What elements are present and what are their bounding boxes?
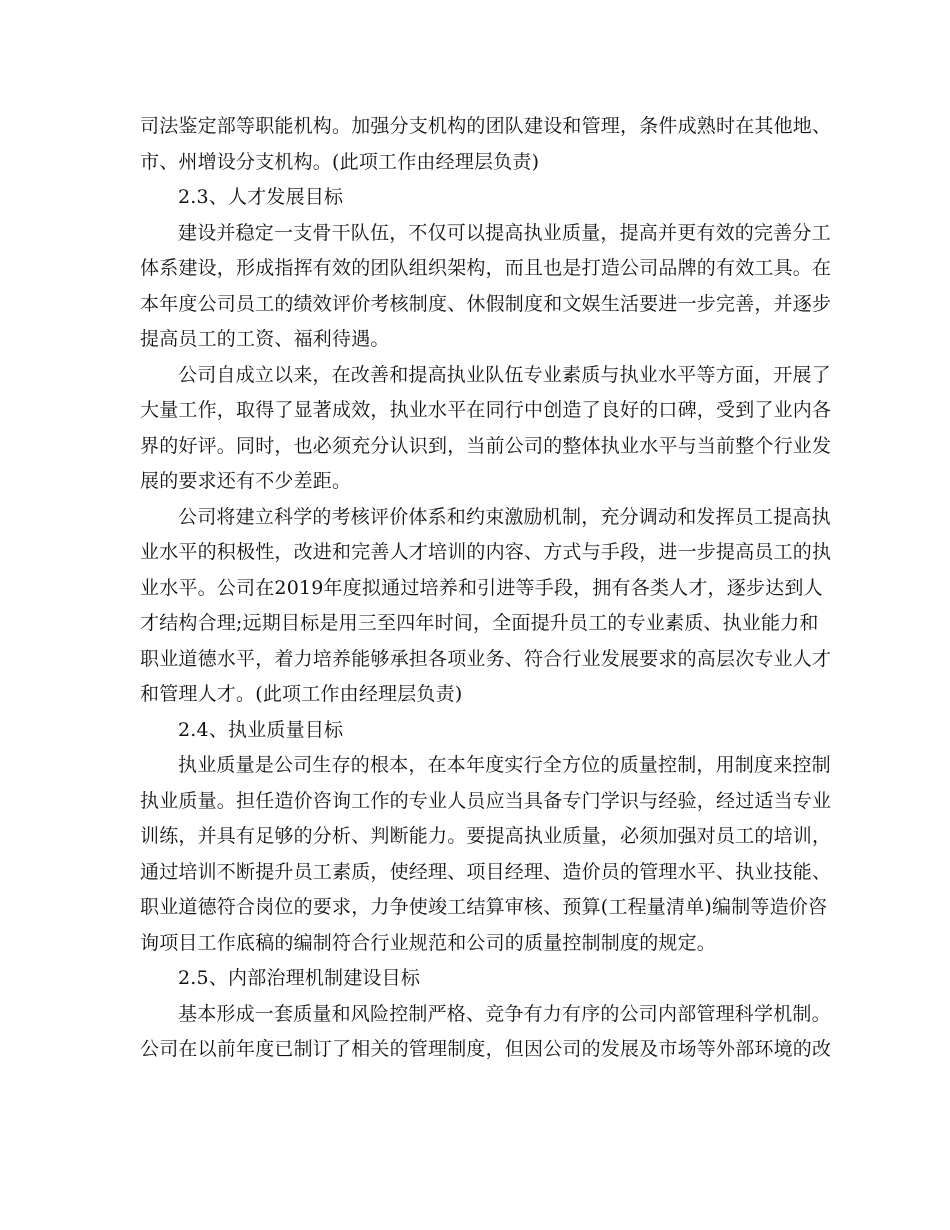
paragraph-line: 才结构合理;远期目标是用三至四年时间，全面提升员工的专业素质、执业能力和 bbox=[140, 612, 819, 634]
paragraph-line: 公司将建立科学的考核评价体系和约束激励机制，充分调动和发挥员工提高执 bbox=[178, 505, 831, 528]
paragraph-line: 大量工作，取得了显著成效，执业水平在同行中创造了良好的口碑，受到了业内各 bbox=[140, 399, 832, 421]
section-heading: 2.3、人才发展目标 bbox=[178, 186, 344, 208]
paragraph-line: 界的好评。同时，也必须充分认识到，当前公司的整体执业水平与当前整个行业发 bbox=[140, 434, 832, 457]
paragraph-line: 基本形成一套质量和风险控制严格、竞争有力有序的公司内部管理科学机制。 bbox=[178, 1002, 831, 1025]
paragraph-line: 职业道德水平，着力培养能够承担各项业务、符合行业发展要求的高层次专业人才 bbox=[140, 647, 832, 670]
paragraph-line: 提高员工的工资、福利待遇。 bbox=[140, 328, 390, 350]
paragraph-line: 和管理人才。(此项工作由经理层负责) bbox=[140, 683, 463, 705]
paragraph-line: 公司自成立以来，在改善和提高执业队伍专业素质与执业水平等方面，开展了 bbox=[178, 363, 831, 386]
paragraph-line: 市、州增设分支机构。(此项工作由经理层负责) bbox=[140, 150, 540, 173]
paragraph-line: 司法鉴定部等职能机构。加强分支机构的团队建设和管理，条件成熟时在其他地、 bbox=[140, 115, 832, 137]
paragraph-line: 执业质量。担任造价咨询工作的专业人员应当具备专门学识与经验，经过适当专业 bbox=[140, 789, 832, 812]
paragraph-line: 通过培训不断提升员工素质，使经理、项目经理、造价员的管理水平、执业技能、 bbox=[140, 860, 832, 883]
paragraph-line: 职业道德符合岗位的要求，力争使竣工结算审核、预算(工程量清单)编制等造价咨 bbox=[140, 896, 828, 918]
paragraph-line: 建设并稳定一支骨干队伍，不仅可以提高执业质量，提高并更有效的完善分工 bbox=[178, 221, 831, 244]
paragraph-line: 业水平的积极性，改进和完善人才培训的内容、方式与手段，进一步提高员工的执 bbox=[140, 541, 832, 563]
document-page bbox=[140, 109, 832, 1068]
paragraph-line: 体系建设，形成指挥有效的团队组织架构，而且也是打造公司品牌的有效工具。在 bbox=[140, 257, 832, 279]
paragraph-line: 询项目工作底稿的编制符合行业规范和公司的质量控制制度的规定。 bbox=[140, 931, 717, 954]
paragraph-line: 公司在以前年度已制订了相关的管理制度，但因公司的发展及市场等外部环境的改 bbox=[140, 1038, 832, 1060]
paragraph-line: 展的要求还有不少差距。 bbox=[140, 470, 352, 492]
paragraph-line: 本年度公司员工的绩效评价考核制度、休假制度和文娱生活要进一步完善，并逐步 bbox=[140, 292, 832, 315]
section-heading: 2.5、内部治理机制建设目标 bbox=[178, 967, 421, 989]
paragraph-line: 业水平。公司在2019年度拟通过培养和引进等手段，拥有各类人才，逐步达到人 bbox=[140, 576, 823, 599]
paragraph-line: 执业质量是公司生存的根本，在本年度实行全方位的质量控制，用制度来控制 bbox=[178, 754, 831, 776]
paragraph-line: 训练，并具有足够的分析、判断能力。要提高执业质量，必须加强对员工的培训， bbox=[140, 825, 832, 847]
section-heading: 2.4、执业质量目标 bbox=[178, 718, 344, 741]
